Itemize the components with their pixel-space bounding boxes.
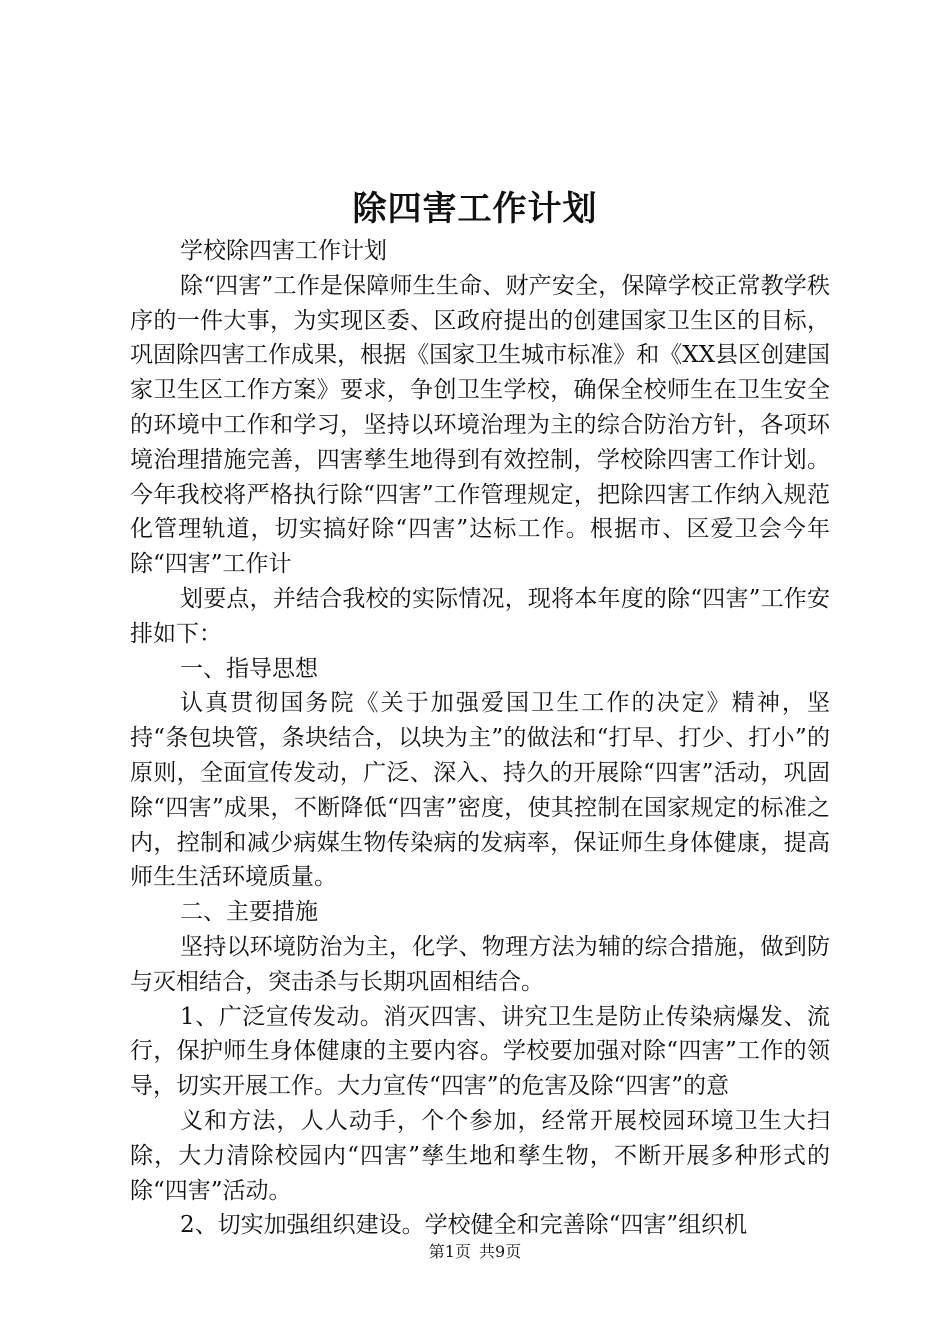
document-title: 除四害工作计划 (352, 189, 598, 229)
paragraph-intro-continued: 划要点，并结合我校的实际情况，现将本年度的除“四害”工作安排如下： (130, 585, 830, 647)
section-heading-main-measures: 二、主要措施 (180, 899, 318, 926)
section-heading-guiding-idea: 一、指导思想 (180, 655, 318, 682)
paragraph-measure-1: 1、广泛宣传发动。消灭四害、讲究卫生是防止传染病爆发、流行，保护师生身体健康的主要内容。学校要加强对除“四害”工作的领导，切实开展工作。大力宣传“四害”的危害及除“四害”的意 (130, 1003, 830, 1100)
paragraph-main-measures: 坚持以环境防治为主，化学、物理方法为辅的综合措施，做到防与灭相结合，突击杀与长期巩固相结合。 (130, 933, 830, 995)
page-number-footer: 第1页 共9页 (428, 1242, 522, 1261)
paragraph-subtitle: 学校除四害工作计划 (180, 238, 387, 264)
document-body (130, 234, 830, 1243)
paragraph-measure-1-continued: 义和方法，人人动手，个个参加，经常开展校园环境卫生大扫除，大力清除校园内“四害”孳生地和孳生物，不断开展多种形式的除“四害”活动。 (130, 1107, 830, 1204)
paragraph-guiding-idea: 认真贯彻国务院《关于加强爱国卫生工作的决定》精神，坚持“条包块管，条块结合，以块为主”的做法和“打早、打少、打小”的原则，全面宣传发动，广泛、深入、持久的开展除“四害”活动，巩固除“四害”成果，不断降低“四害”密度，使其控制在国家规定的标准之内，控制和减少病媒生物传染病的发病率，保证师生身体健康，提高师生生活环境质量。 (130, 690, 830, 891)
paragraph-intro: 除“四害”工作是保障师生生命、财产安全，保障学校正常教学秩序的一件大事，为实现区委、区政府提出的创建国家卫生区的目标，巩固除四害工作成果，根据《国家卫生城市标准》和《XX县区创建国家卫生区工作方案》要求，争创卫生学校，确保全校师生在卫生安全的环境中工作和学习，坚持以环境治理为主的综合防治方针，各项环境治理措施完善，四害孳生地得到有效控制，学校除四害工作计划。今年我校将严格执行除“四害”工作管理规定，把除四害工作纳入规范化管理轨道，切实搞好除“四害”达标工作。根据市、区爱卫会今年除“四害”工作计 (130, 272, 830, 578)
paragraph-measure-2: 2、切实加强组织建设。学校健全和完善除“四害”组织机 (180, 1212, 748, 1239)
